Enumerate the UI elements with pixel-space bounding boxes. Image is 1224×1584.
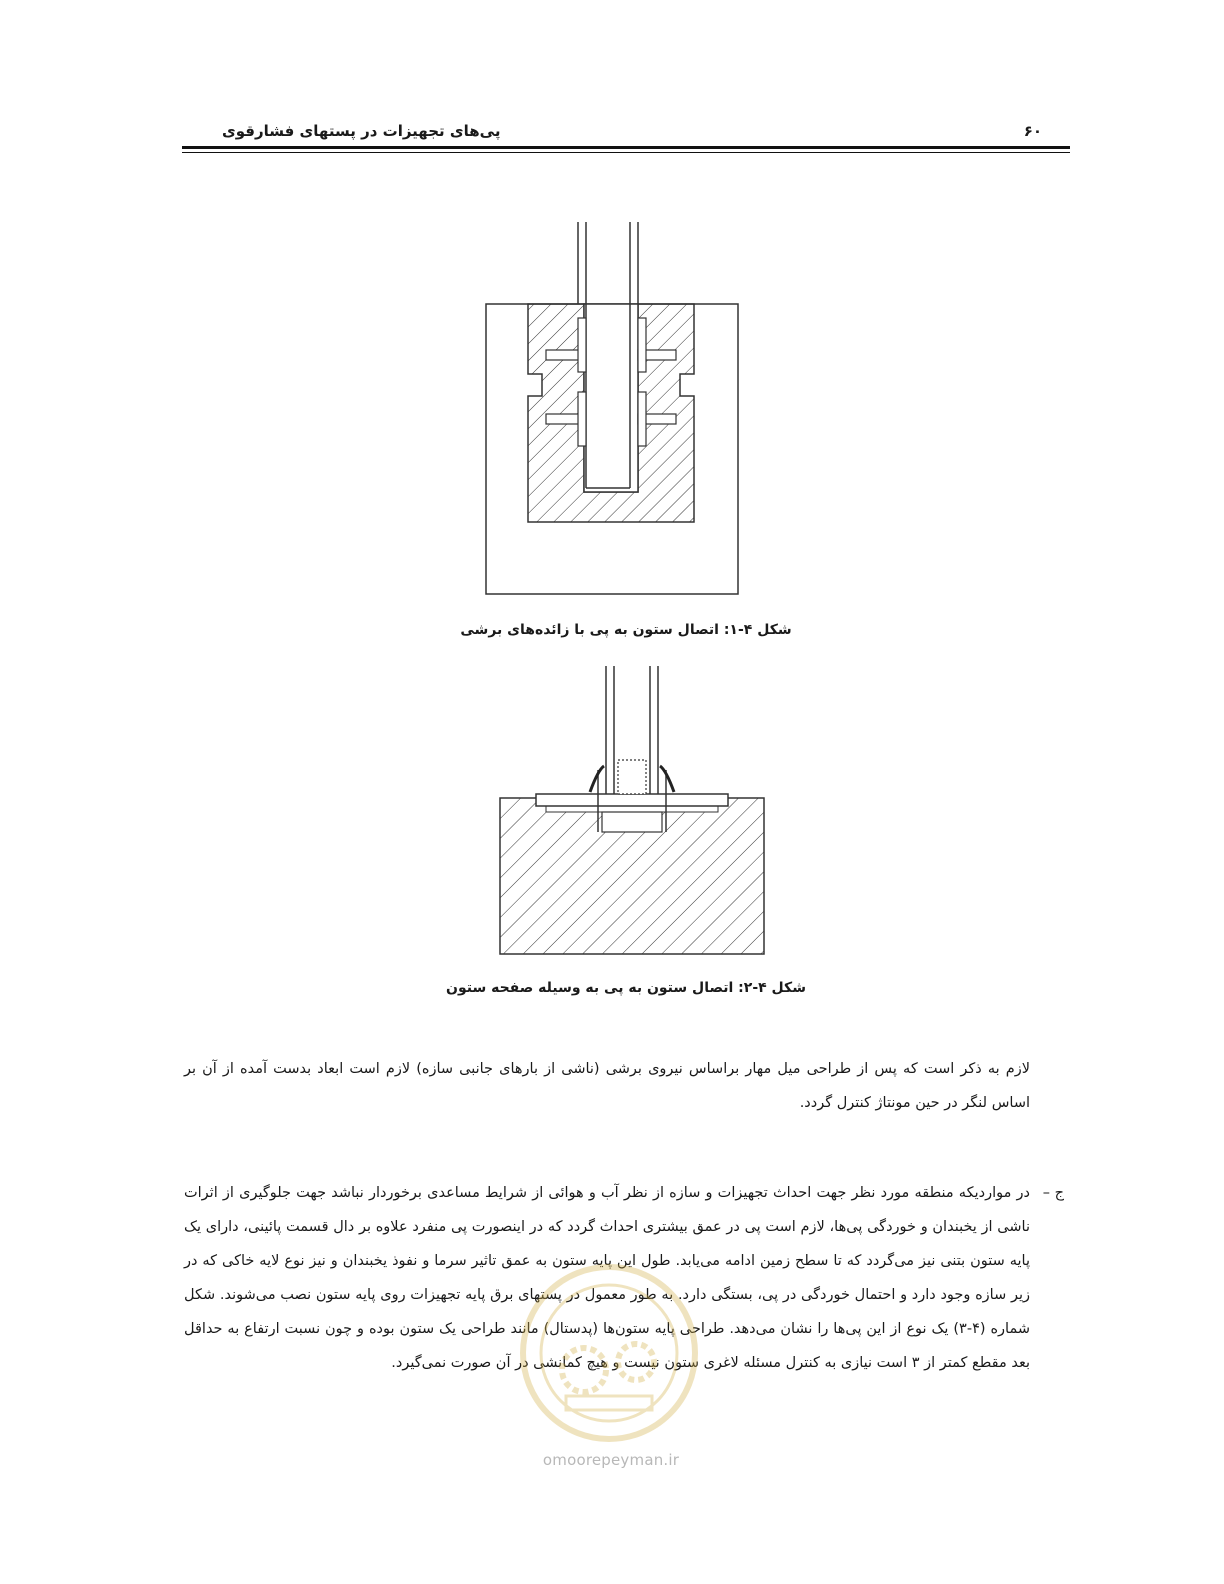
page-number: ۶۰ bbox=[1023, 122, 1042, 140]
paragraph-anchor-check: لازم به ذکر است که پس از طراحی میل مهار براساس نیروی برشی (ناشی از بارهای جانبی سازه) لازم است ابعاد بدست آمده از آن بر اساس لنگر در حین مونتاژ کنترل گردد. bbox=[184, 1061, 1030, 1111]
watermark-logo-icon bbox=[514, 1258, 704, 1448]
paragraph-pedestal: در مواردیکه منطقه مورد نظر جهت احداث تجهیزات و سازه از نظر آب و هوائی از شرایط مساعدی برخوردار نباشد جهت جلوگیری از اثرات ناشی از یخبندان و خوردگی پی‌ها، لازم است پی در عمق بیشتری احداث گردد که در اینصورت پی منفرد علاوه بر دال قسمت پائینی، دارای یک پایه ستون بتنی نیز می‌گردد که تا سطح زمین ادامه می‌یابد. طول این پایه ستون به عمق تاثیر سرما و نفوذ یخبندان و نیز نوع لایه خاکی که در زیر سازه وجود دارد و احتمال خوردگی در پی، بستگی دارد. به طور معمول در پستهای برق پایه تجهیزات روی پایه ستون نصب می‌شوند. شکل شماره (۴-۳) یک نوع از این پی‌ها را نشان می‌دهد. طراحی پایه ستون‌ها (پدستال) مانند طراحی یک ستون بوده و چون نسبت ارتفاع به حداقل بعد مقطع کمتر از ۳ است نیازی به کنترل مسئله لاغری ستون نیست و هیچ کمانشی در آن صورت نمی‌گیرد. bbox=[184, 1185, 1030, 1371]
watermark-url: omoorepeyman.ir bbox=[542, 1451, 680, 1469]
header-rule-thick bbox=[182, 146, 1070, 149]
list-marker: ج – bbox=[1042, 1185, 1064, 1201]
header-rule-thin bbox=[182, 152, 1070, 153]
figure-1-caption: شکل ۴-۱: اتصال ستون به پی با زائده‌های برشی bbox=[460, 622, 792, 638]
figure-shear-lugs-drawing bbox=[480, 222, 744, 598]
figure-base-plate-drawing bbox=[494, 666, 770, 960]
figure-2-caption: شکل ۴-۲: اتصال ستون به پی به وسیله صفحه ستون bbox=[446, 980, 806, 996]
header-title: پی‌های تجهیزات در پستهای فشارقوی bbox=[222, 122, 501, 140]
